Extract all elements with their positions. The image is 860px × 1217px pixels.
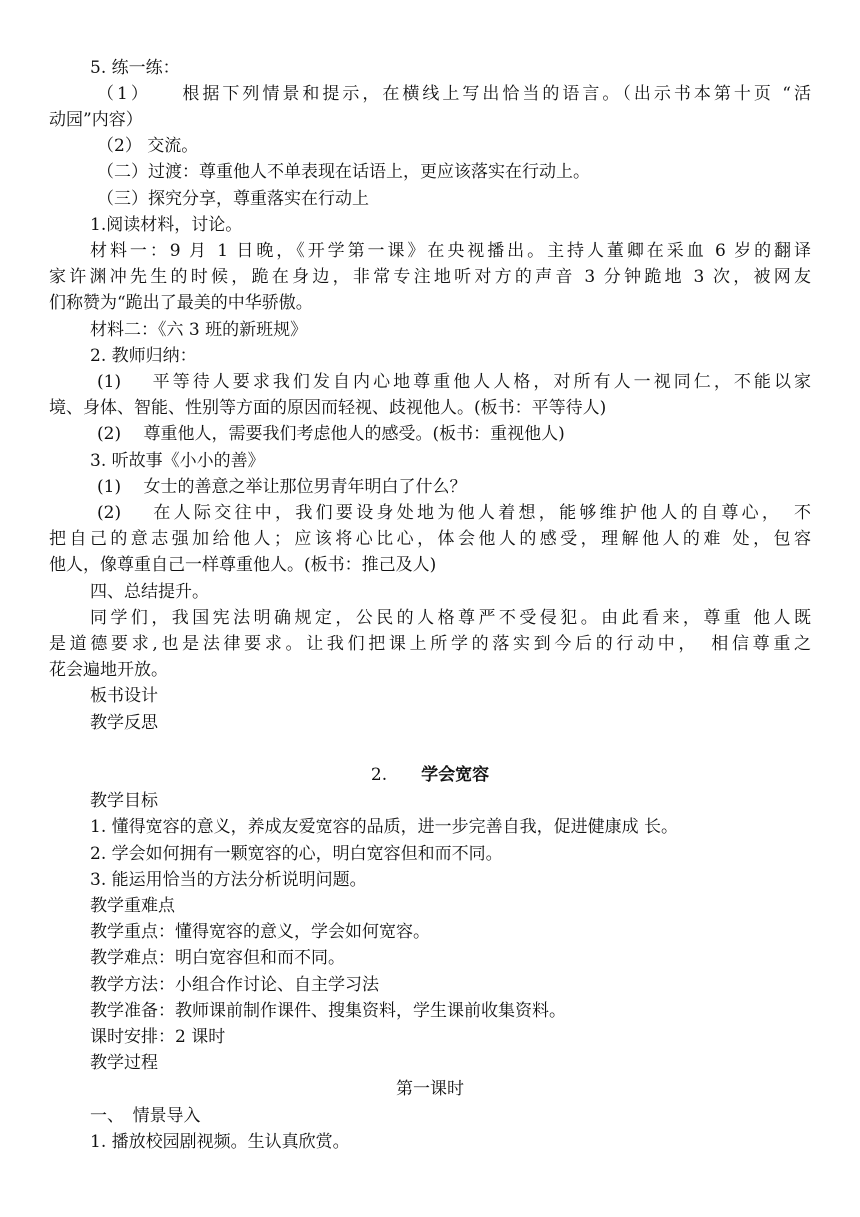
text-line: 把自己的意志强加给他人；应该将心比心，体会他人的感受，理解他人的难 处，包容	[49, 529, 811, 549]
text-line: 1. 播放校园剧视频。生认真欣赏。	[90, 1132, 350, 1152]
text-line: （三）探究分享，尊重落实在行动上	[97, 189, 369, 209]
text-line: 课时安排：2 课时	[90, 1027, 226, 1047]
text-line: 教学过程	[90, 1053, 158, 1073]
text-line: (2) 在人际交往中，我们要设身处地为他人着想，能够维护他人的自尊心， 不	[97, 503, 811, 523]
lesson-subtitle: 第一课时	[396, 1079, 464, 1099]
text-line: 四、总结提升。	[90, 582, 209, 602]
text-line: 3. 听故事《小小的善》	[90, 451, 265, 471]
text-line: 们称赞为“跪出了最美的中华骄傲。	[49, 293, 313, 313]
text-line: (1) 女士的善意之举让那位男青年明白了什么？	[97, 477, 467, 497]
text-line: 教学难点：明白宽容但和而不同。	[90, 948, 345, 968]
text-line: 家许渊冲先生的时候，跪在身边，非常专注地听对方的声音 3 分钟跪地 3 次，被网友	[49, 267, 811, 287]
text-line: 花会遍地开放。	[49, 660, 168, 680]
text-line: 是道德要求,也是法律要求。让我们把课上所学的落实到今后的行动中， 相信尊重之	[49, 634, 811, 654]
text-line: 3. 能运用恰当的方法分析说明问题。	[90, 870, 367, 890]
text-line: （二）过渡：尊重他人不单表现在话语上，更应该落实在行动上。	[97, 162, 590, 182]
text-line: 材料二：《六 3 班的新班规》	[90, 320, 308, 340]
text-line: (2) 尊重他人，需要我们考虑他人的感受。(板书：重视他人)	[97, 424, 565, 444]
text-line: 教学准备：教师课前制作课件、搜集资料，学生课前收集资料。	[90, 1001, 566, 1021]
text-line: 板书设计	[90, 686, 158, 706]
text-line: 他人，像尊重自己一样尊重他人。(板书：推己及人)	[49, 555, 437, 575]
text-line: （2） 交流。	[97, 136, 199, 156]
text-line: 5. 练一练：	[90, 58, 180, 78]
section-title-text: 学会宽容	[421, 765, 490, 785]
text-line: (1) 平等待人要求我们发自内心地尊重他人人格，对所有人一视同仁，不能以家	[97, 372, 811, 392]
text-line: 2. 教师归纳：	[90, 346, 197, 366]
section-title	[0, 762, 860, 789]
text-line: 教学重点：懂得宽容的意义，学会如何宽容。	[90, 922, 430, 942]
text-line: 动园”内容）	[49, 110, 143, 130]
text-line: 教学目标	[90, 791, 158, 811]
text-line: 1.阅读材料，讨论。	[90, 215, 243, 235]
text-line: 教学方法：小组合作讨论、自主学习法	[90, 975, 379, 995]
text-line: （1） 根据下列情景和提示，在横线上写出恰当的语言。（出示书本第十页 “活	[97, 84, 811, 104]
text-line: 教学反思	[90, 713, 158, 733]
text-line: 教学重难点	[90, 896, 175, 916]
text-line: 同学们，我国宪法明确规定，公民的人格尊严不受侵犯。由此看来，尊重 他人既	[90, 608, 811, 628]
text-line: 2. 学会如何拥有一颗宽容的心，明白宽容但和而不同。	[90, 844, 503, 864]
text-line: 一、 情景导入	[90, 1106, 201, 1126]
text-line: 材料一：9 月 1 日晚，《开学第一课》在央视播出。主持人董卿在采血 6 岁的翻译	[90, 241, 811, 261]
text-line: 境、身体、智能、性别等方面的原因而轻视、歧视他人。(板书：平等待人)	[49, 398, 607, 418]
text-line: 1. 懂得宽容的意义，养成友爱宽容的品质，进一步完善自我，促进健康成 长。	[90, 817, 679, 837]
section-number: 2.	[370, 765, 388, 785]
